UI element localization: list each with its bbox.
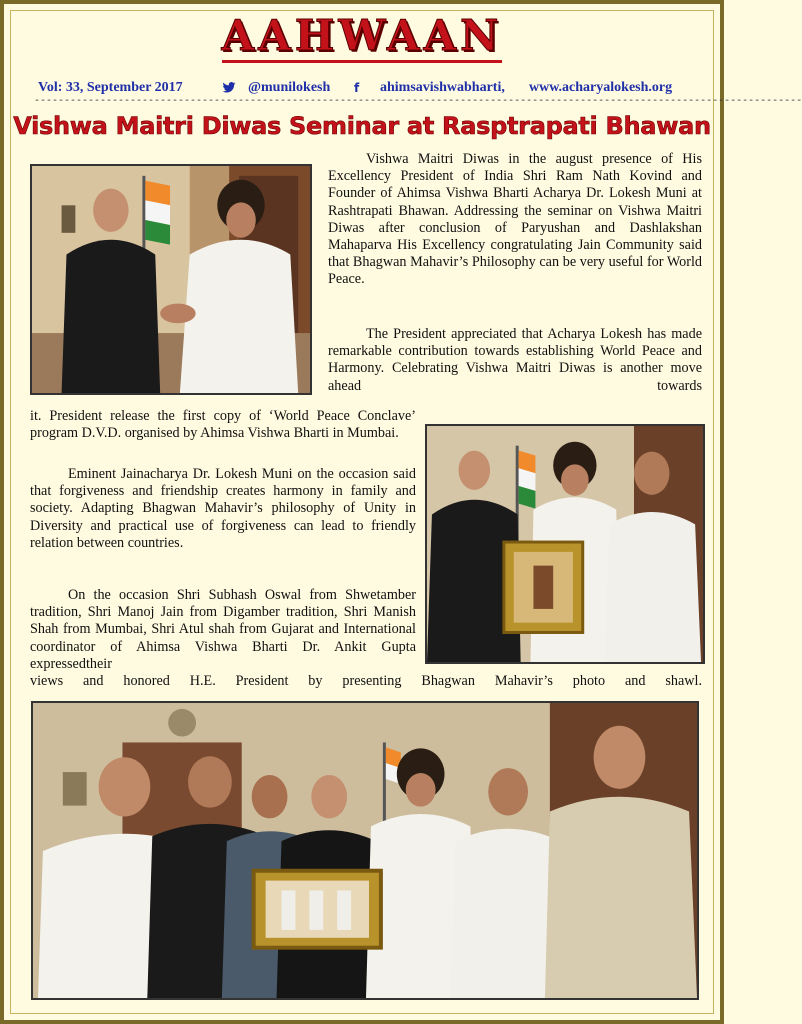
article-paragraph-4-end: views and honored H.E. President by presenting Bhagwan Mahavir’s photo and shawl.: [30, 673, 702, 689]
article-paragraph-2-part-b: it. President release the first copy of ‘World Peace Conclave’ program D.V.D. organised by Ahimsa Vishwa Bharti in Mumbai.: [30, 408, 416, 442]
article-paragraph-1: Vishwa Maitri Diwas in the august presence of His Excellency President of India Shri Ram Nath Kovind and Founder of Ahimsa Vishwa Bharti Acharya Dr. Lokesh Muni at Rashtrapati Bhawan. Addressing the seminar on Vishwa Maitri Diwas after conclusion of Paryushan and Dashlakshan Mahaparva His Excellency congratulating Jain Community said that Bhagwan Mahavir’s Philosophy can be very useful for World Peace.: [328, 151, 702, 288]
photo-president-acharya-greeting: [30, 164, 312, 395]
article-paragraph-2-part-a: The President appreciated that Acharya Lokesh has made remarkable contribution towards establishing World Peace and Harmony. Celebrating Vishwa Maitri Diwas is another move ahead towards: [328, 326, 702, 394]
website-link[interactable]: www.acharyalokesh.org: [529, 80, 673, 95]
photo-group-delegation: [31, 701, 699, 1000]
volume-label: Vol: 33, September 2017: [38, 80, 183, 95]
facebook-icon[interactable]: f: [354, 81, 360, 95]
dashed-divider: --------------------------------------------------------------------------------------------------------------------------------: [34, 96, 802, 107]
photo-presenting-mahavir-frame: [425, 424, 705, 664]
article-headline: Vishwa Maitri Diwas Seminar at Rasptrapati Bhawan: [13, 112, 711, 140]
facebook-page[interactable]: ahimsavishwabharti,: [380, 80, 505, 95]
article-paragraph-4: On the occasion Shri Subhash Oswal from Shwetamber tradition, Shri Manoj Jain from Digamber tradition, Shri Manish Shah from Mumbai, Shri Atul shah from Gujarat and International coordinator of Ahimsa Vishwa Bharti Dr. Ankit Gupta expressedtheir: [30, 587, 416, 672]
twitter-handle[interactable]: @munilokesh: [248, 80, 331, 95]
article-paragraph-3: Eminent Jainacharya Dr. Lokesh Muni on the occasion said that forgiveness and friendship creates harmony in family and society. Adapting Bhagwan Mahavir’s philosophy of Unity in Diversity and practical use of forgiveness can lead to friendly relation between countries.: [30, 466, 416, 551]
masthead: [4, 11, 720, 63]
masthead-title: AAHWAAN: [222, 14, 503, 63]
